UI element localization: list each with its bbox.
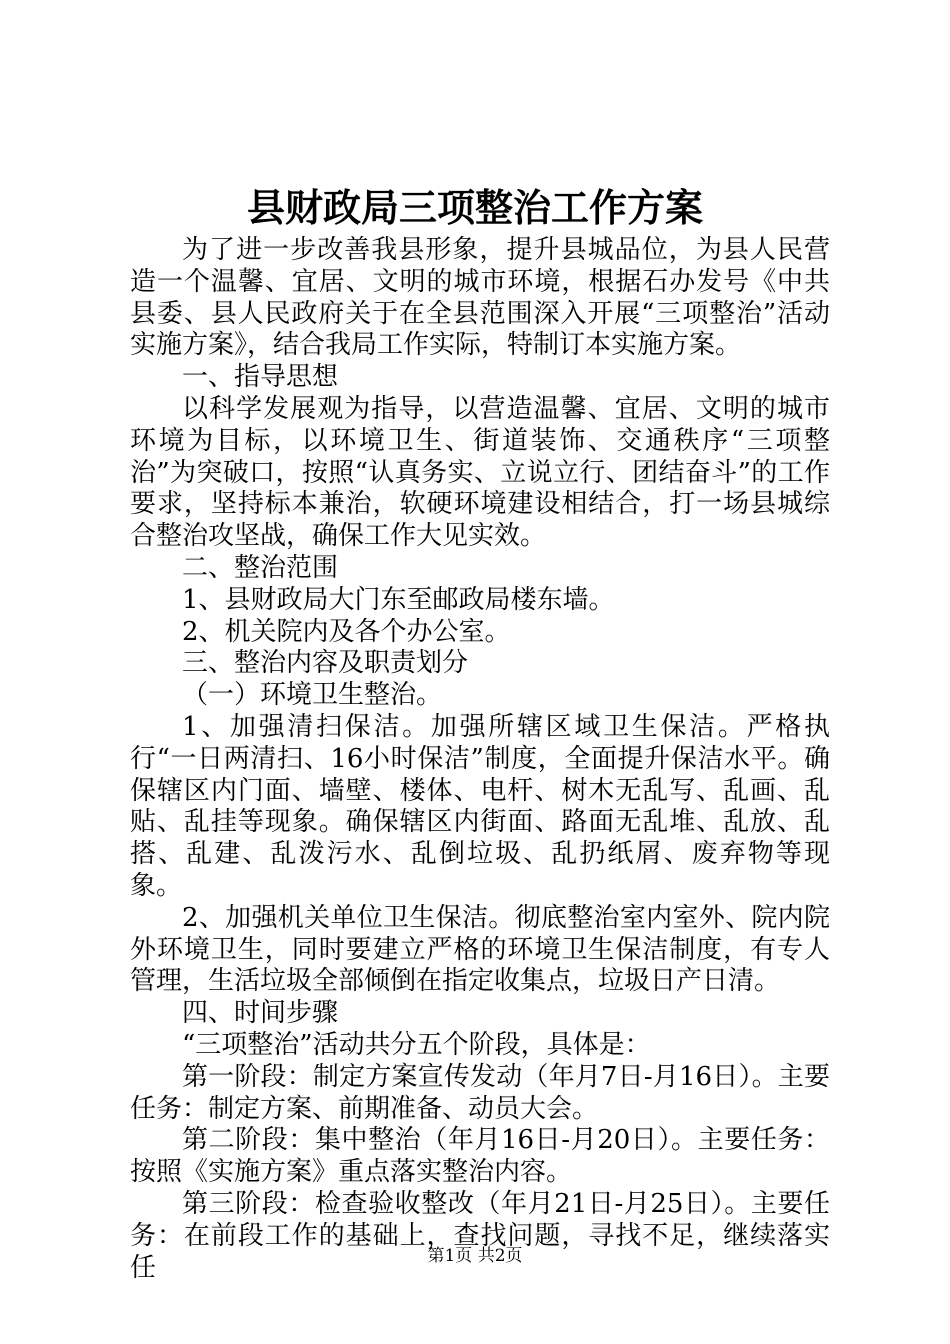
heading-scope: 二、整治范围: [182, 552, 339, 583]
paragraph-stage-1: 第一阶段：制定方案宣传发动（年月7日-月16日）。主要任务：制定方案、前期准备、动员大会。: [130, 1061, 830, 1124]
paragraph-agency-cleaning: 2、加强机关单位卫生保洁。彻底整治室内室外、院内院外环境卫生，同时要建立严格的环境卫生保洁制度，有专人管理，生活垃圾全部倾倒在指定收集点，垃圾日产日清。: [130, 902, 830, 997]
subheading-sanitation: （一）环境卫生整治。: [182, 680, 443, 711]
document-body: [130, 235, 830, 1284]
paragraph-intro: 为了进一步改善我县形象，提升县城品位，为县人民营造一个温馨、宜居、文明的城市环境，根据石办发号《中共县委、县人民政府关于在全县范围深入开展“三项整治”活动实施方案》，结合我局工作实际，特制订本实施方案。: [130, 235, 830, 361]
heading-guiding-ideology: 一、指导思想: [182, 362, 339, 393]
scope-item-1: 1、县财政局大门东至邮政局楼东墙。: [182, 584, 615, 615]
heading-content-duties: 三、整治内容及职责划分: [182, 648, 469, 679]
page-footer: 第1页 共2页: [427, 1246, 523, 1266]
paragraph-cleaning: 1、加强清扫保洁。加强所辖区域卫生保洁。严格执行“一日两清扫、16小时保洁”制度，全面提升保洁水平。确保辖区内门面、墙壁、楼体、电杆、树木无乱写、乱画、乱贴、乱挂等现象。确保辖区内街面、路面无乱堆、乱放、乱搭、乱建、乱泼污水、乱倒垃圾、乱扔纸屑、废弃物等现象。: [130, 711, 830, 901]
paragraph-guiding-ideology: 以科学发展观为指导，以营造温馨、宜居、文明的城市环境为目标，以环境卫生、街道装饰、交通秩序“三项整治”为突破口，按照“认真务实、立说立行、团结奋斗”的工作要求，坚持标本兼治，软硬环境建设相结合，打一场县城综合整治攻坚战，确保工作大见实效。: [130, 393, 830, 552]
heading-time-steps: 四、时间步骤: [182, 998, 339, 1029]
paragraph-stage-3: 第三阶段：检查验收整改（年月21日-月25日）。主要任务：在前段工作的基础上，查找问题，寻找不足，继续落实任: [130, 1188, 830, 1283]
scope-item-2: 2、机关院内及各个办公室。: [182, 616, 511, 647]
paragraph-five-stages: “三项整治”活动共分五个阶段，具体是：: [182, 1029, 651, 1060]
document-title: 县财政局三项整治工作方案: [246, 185, 703, 230]
paragraph-stage-2: 第二阶段：集中整治（年月16日-月20日）。主要任务：按照《实施方案》重点落实整治内容。: [130, 1125, 830, 1188]
